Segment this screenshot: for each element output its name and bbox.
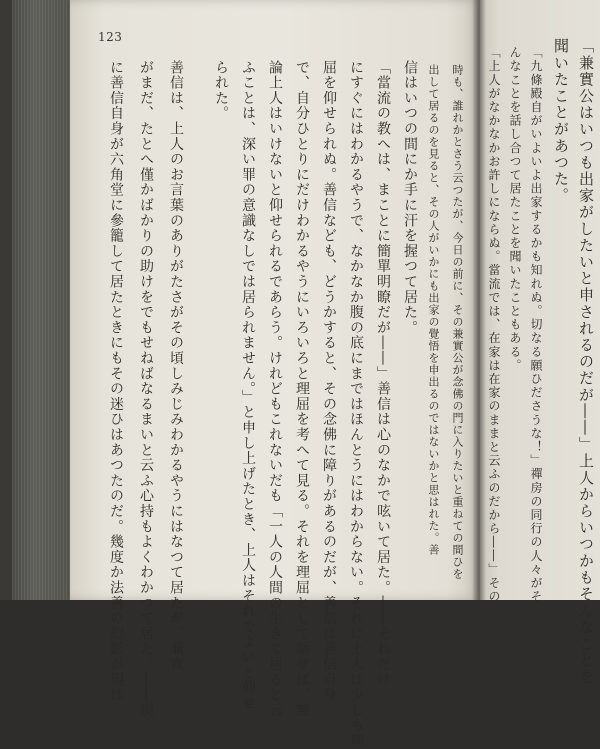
right-text-column: 「兼實公はいつも出家がしたいと申されるのだが――」上人からいつかもそんなことを: [577, 38, 595, 686]
left-text-column: 出して居るのを見ると、その人がいかにも出家の覺悟を申出るのではないかと思はれた。善: [427, 64, 440, 556]
right-text-column: 聞いたことがあつた。: [552, 38, 570, 204]
left-text-column: 屈を仰せられぬ。善信なども、どうかすると、その念佛に障りがあるのだが、善信は善信自身: [321, 60, 337, 703]
left-text-column: に善信自身が六角堂に參籠して居たときにもその迷ひはあつたのだ。幾度か法善の幻影が現は: [108, 60, 124, 703]
left-text-column: ふことは、深い罪の意識なしでは居られません。」と申し上げたとき、上人はそれでよいと仰せ: [240, 60, 256, 711]
page-number: 123: [98, 30, 123, 44]
left-text-column: で、自分ひとりにだけわかるやうにいろいろと理屈を考へて見る。それを理屈として話せば、無: [294, 60, 310, 718]
left-text-column: 時も、誰れかとさう云つたが、今日の前に、その兼實公が念佛の門に入りたいと重ねての間ひを: [451, 64, 464, 580]
right-text-column: 「上人がなかなかお許しにならぬ。當流では、在家は在家のままと云ふのだから――」その: [487, 46, 501, 604]
left-text-column: がまだ、たとへ僅かばかりの助けをでもせねばなるまいと云ふ心持もよくわかつて居た。――現: [138, 60, 154, 718]
right-text-column: んなことを話し合つて居たことを聞いたこともある。: [508, 46, 522, 373]
left-text-column: 信はいつの間にか手に汗を握つて居た。: [402, 60, 418, 336]
left-text-column: にすぐにはわかるやうで、なかなか腹の底にまではほんとうにはわからない。それに上人は少しも理: [348, 60, 364, 749]
left-text-column: 論上人はいけないと仰せられるであらう。けれどもこれないだも「一人の人間の生きて居ると云: [267, 60, 283, 718]
page-gutter: [472, 0, 486, 600]
left-text-column: られた。: [213, 60, 229, 122]
book-spine-edge: [0, 0, 12, 600]
left-text-column: 善信は、上人のお言葉のありがたさがその頃しみじみわかるやうにはなつて居たが、兼實: [168, 60, 184, 672]
right-text-column: 「九條殿自がいよいよ出家するかも知れぬ。切なる願ひださうな！」禪房の同行の人々がそ: [529, 46, 543, 604]
book-spine-cloth: [12, 0, 70, 600]
left-text-column: 「當流の教へは、まことに簡單明瞭だが――」善信は心のなかで呟いて居た。――それだけ: [375, 60, 391, 688]
